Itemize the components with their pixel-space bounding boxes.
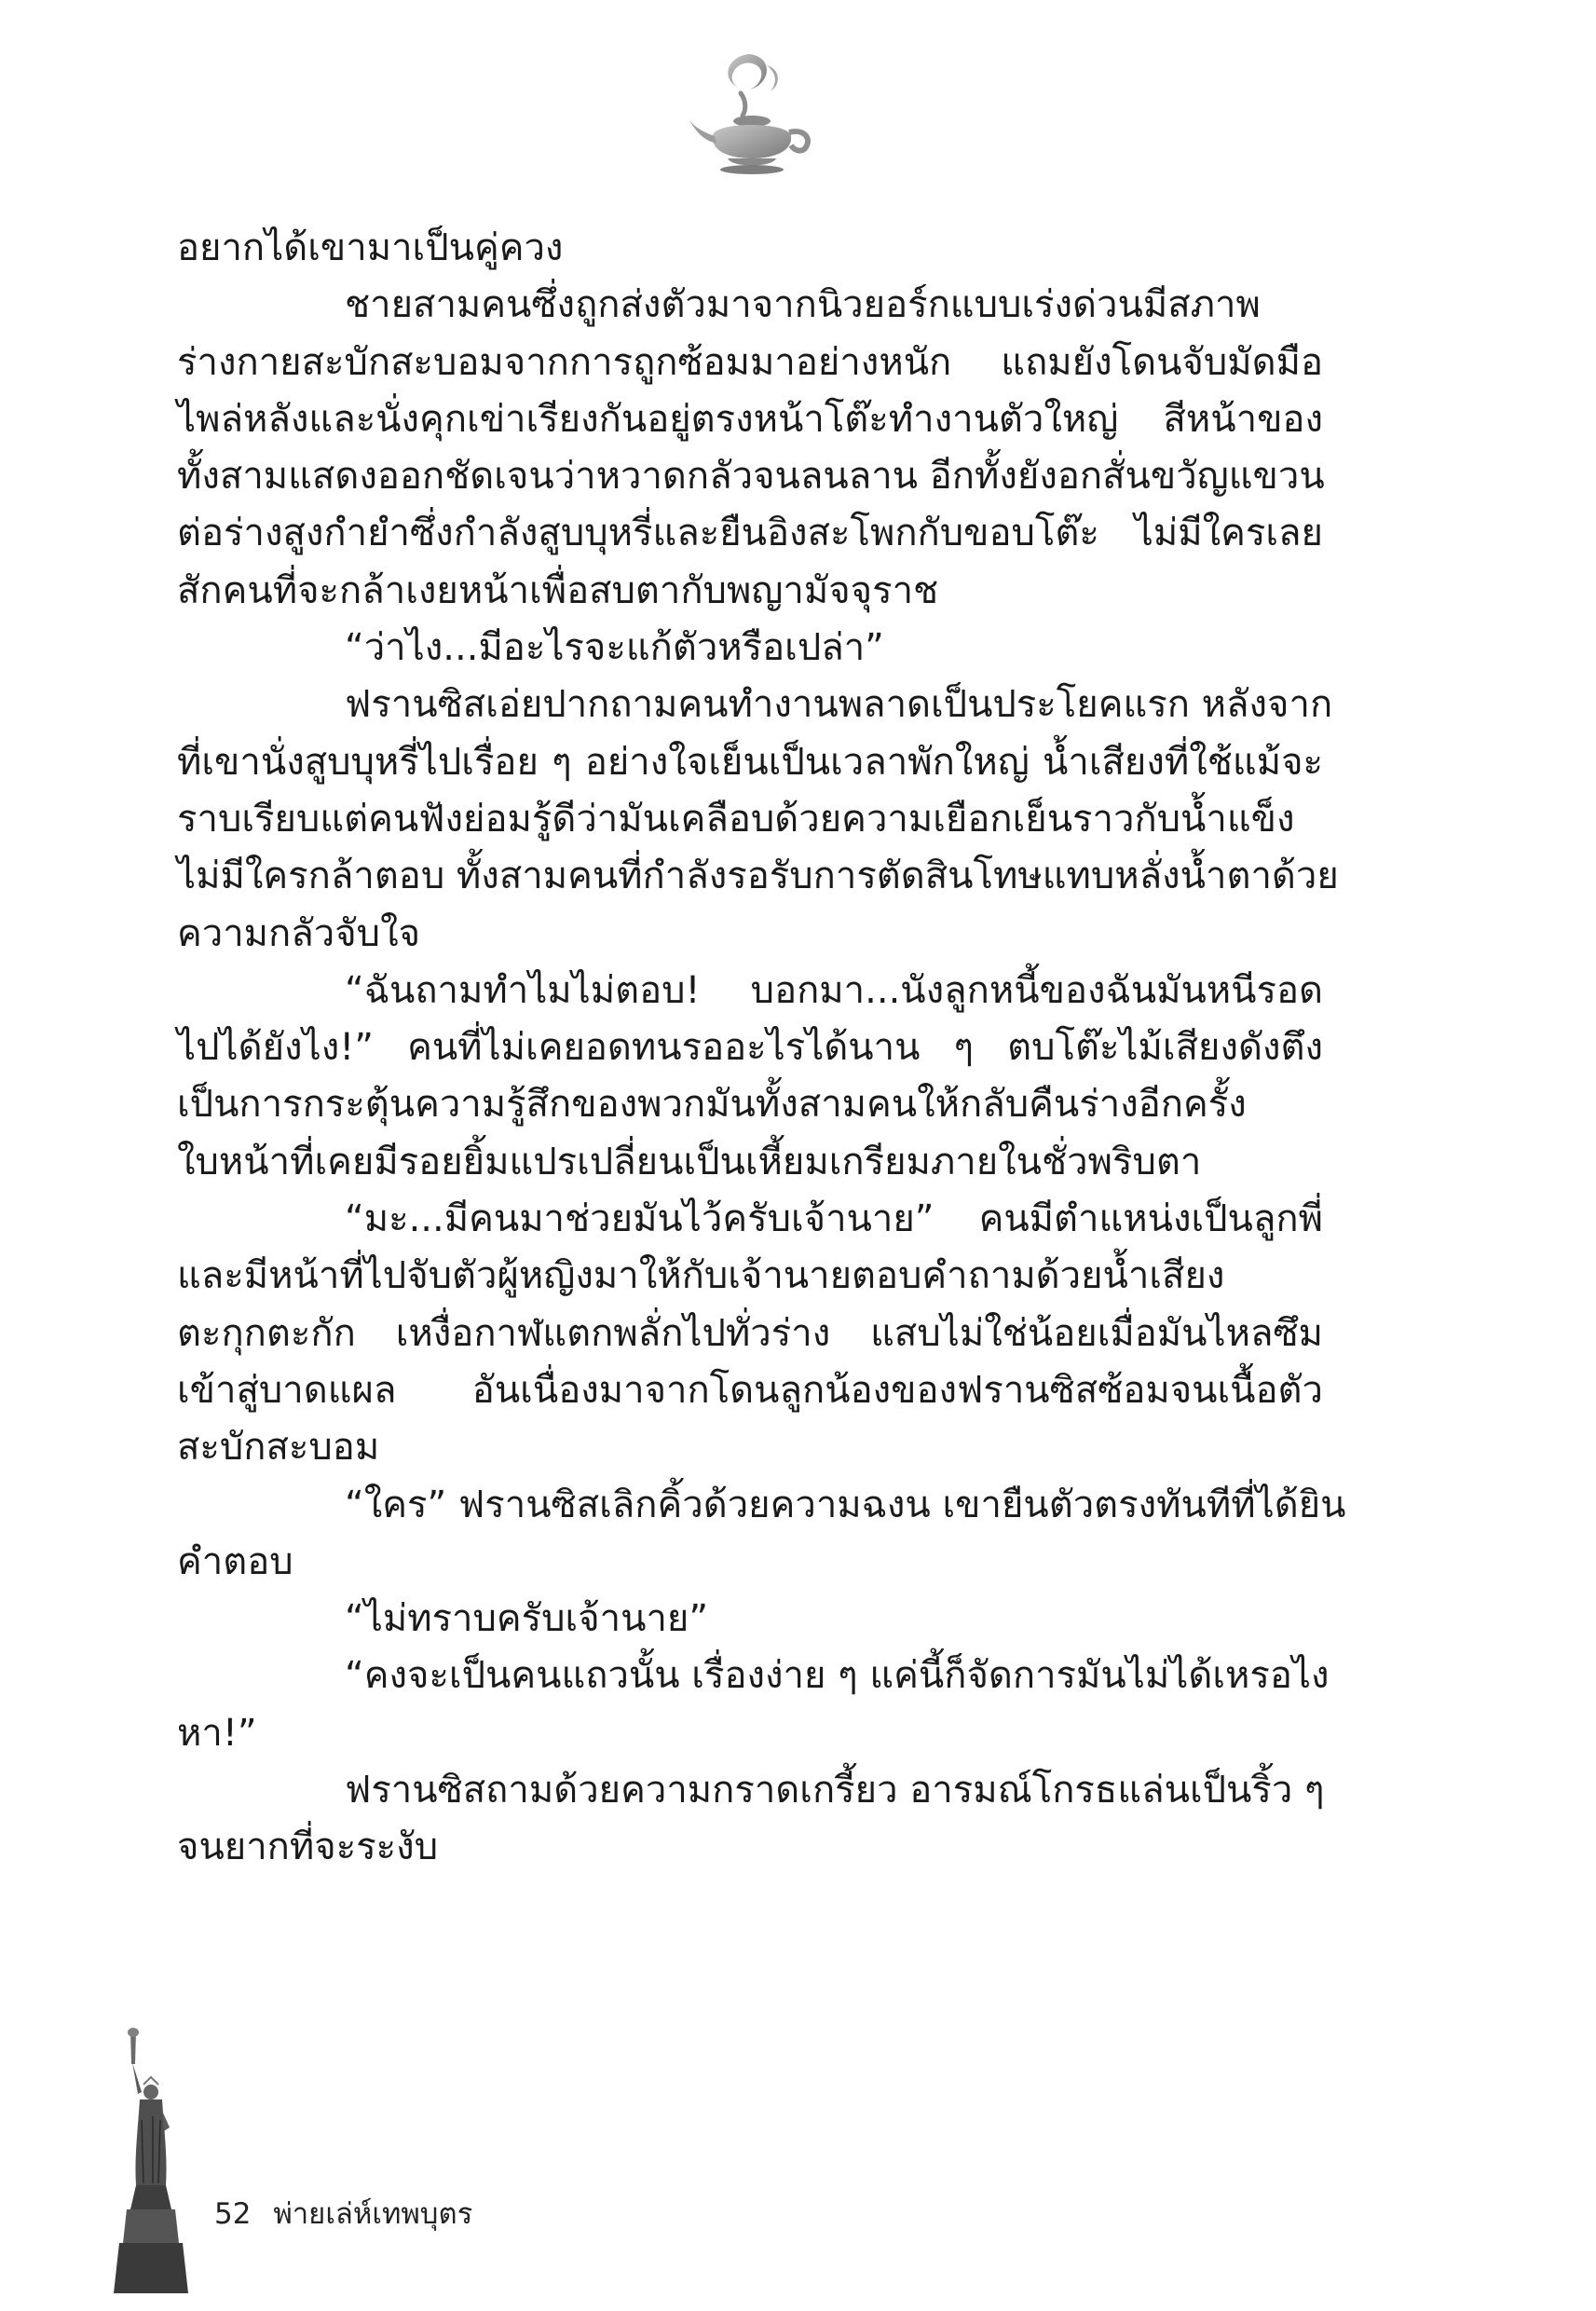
text-line: “ใคร” ฟรานซิสเลิกคิ้วด้วยความฉงน เขายืนตัวตรงทันทีที่ได้ยิน	[345, 1483, 1346, 1526]
text-line: ไม่มีใครกล้าตอบ ทั้งสามคนที่กำลังรอรับการตัดสินโทษแทบหลั่งน้ำตาด้วย	[177, 855, 1339, 898]
text-line: ทั้งสามแสดงออกชัดเจนว่าหวาดกลัวจนลนลาน อีกทั้งยังอกสั่นขวัญแขวน	[177, 455, 1325, 499]
text-line: ร่างกายสะบักสะบอมจากการถูกซ้อมมาอย่างหนัก แถมยังโดนจับมัดมือ	[177, 340, 1323, 384]
body-text	[177, 220, 1346, 1877]
text-line: เป็นการกระตุ้นความรู้สึกของพวกมันทั้งสามคนให้กลับคืนร่างอีกครั้ง	[177, 1083, 1247, 1127]
text-line: “ไม่ทราบครับเจ้านาย”	[345, 1597, 709, 1641]
text-line: ต่อร่างสูงกำยำซึ่งกำลังสูบบุหรี่และยืนอิงสะโพกกับขอบโต๊ะ ไม่มีใครเลย	[177, 512, 1323, 555]
text-line: “ว่าไง...มีอะไรจะแก้ตัวหรือเปล่า”	[345, 626, 884, 670]
text-line: “คงจะเป็นคนแถวนั้น เรื่องง่าย ๆ แค่นี้ก็จัดการมันไม่ได้เหรอไง	[345, 1654, 1330, 1698]
text-line: ไปได้ยังไง!” คนที่ไม่เคยอดทนรออะไรได้นาน ๆ ตบโต๊ะไม้เสียงดังตึง	[177, 1026, 1323, 1070]
text-line: สะบักสะบอม	[177, 1426, 380, 1470]
text-line: หา!”	[177, 1711, 257, 1755]
text-line: ตะกุกตะกัก เหงื่อกาฬแตกพลั่กไปทั่วร่าง แสบไม่ใช่น้อยเมื่อมันไหลซึม	[177, 1311, 1323, 1355]
text-line: ใบหน้าที่เคยมีรอยยิ้มแปรเปลี่ยนเป็นเหี้ยมเกรียมภายในชั่วพริบตา	[177, 1140, 1202, 1183]
text-line: เข้าสู่บาดแผล อันเนื่องมาจากโดนลูกน้องของฟรานซิสซ้อมจนเนื้อตัว	[177, 1368, 1323, 1412]
text-line: ที่เขานั่งสูบบุหรี่ไปเรื่อย ๆ อย่างใจเย็นเป็นเวลาพักใหญ่ น้ำเสียงที่ใช้แม้จะ	[177, 740, 1323, 784]
text-line: ราบเรียบแต่คนฟังย่อมรู้ดีว่ามันเคลือบด้วยความเยือกเย็นราวกับน้ำแข็ง	[177, 797, 1295, 841]
text-line: ฟรานซิสเอ่ยปากถามคนทำงานพลาดเป็นประโยคแรก หลังจาก	[345, 683, 1333, 727]
text-line: ชายสามคนซึ่งถูกส่งตัวมาจากนิวยอร์กแบบเร่งด่วนมีสภาพ	[345, 283, 1261, 327]
text-line: ไพล่หลังและนั่งคุกเข่าเรียงกันอยู่ตรงหน้าโต๊ะทำงานตัวใหญ่ สีหน้าของ	[177, 397, 1323, 441]
statue-of-liberty-icon	[110, 2027, 194, 2297]
text-line: จนยากที่จะระงับ	[177, 1826, 439, 1869]
book-title: พ่ายเล่ห์เทพบุตร	[273, 2197, 473, 2231]
page-footer	[214, 2190, 485, 2236]
text-line: ฟรานซิสถามด้วยความกราดเกรี้ยว อารมณ์โกรธแล่นเป็นริ้ว ๆ	[345, 1769, 1325, 1812]
text-line: ความกลัวจับใจ	[177, 911, 421, 955]
text-line: อยากได้เขามาเป็นคู่ควง	[177, 226, 564, 269]
teapot-ornament-icon	[685, 47, 825, 186]
text-line: “ฉันถามทำไมไม่ตอบ! บอกมา...นังลูกหนี้ของฉันมันหนีรอด	[345, 968, 1323, 1012]
text-line: และมีหน้าที่ไปจับตัวผู้หญิงมาให้กับเจ้านายตอบคำถามด้วยน้ำเสียง	[177, 1254, 1225, 1298]
page-number: 52	[214, 2197, 252, 2231]
text-line: “มะ...มีคนมาช่วยมันไว้ครับเจ้านาย” คนมีตำแหน่งเป็นลูกพี่	[345, 1197, 1323, 1241]
text-line: สักคนที่จะกล้าเงยหน้าเพื่อสบตากับพญามัจจุราช	[177, 568, 939, 612]
text-line: คำตอบ	[177, 1539, 293, 1583]
